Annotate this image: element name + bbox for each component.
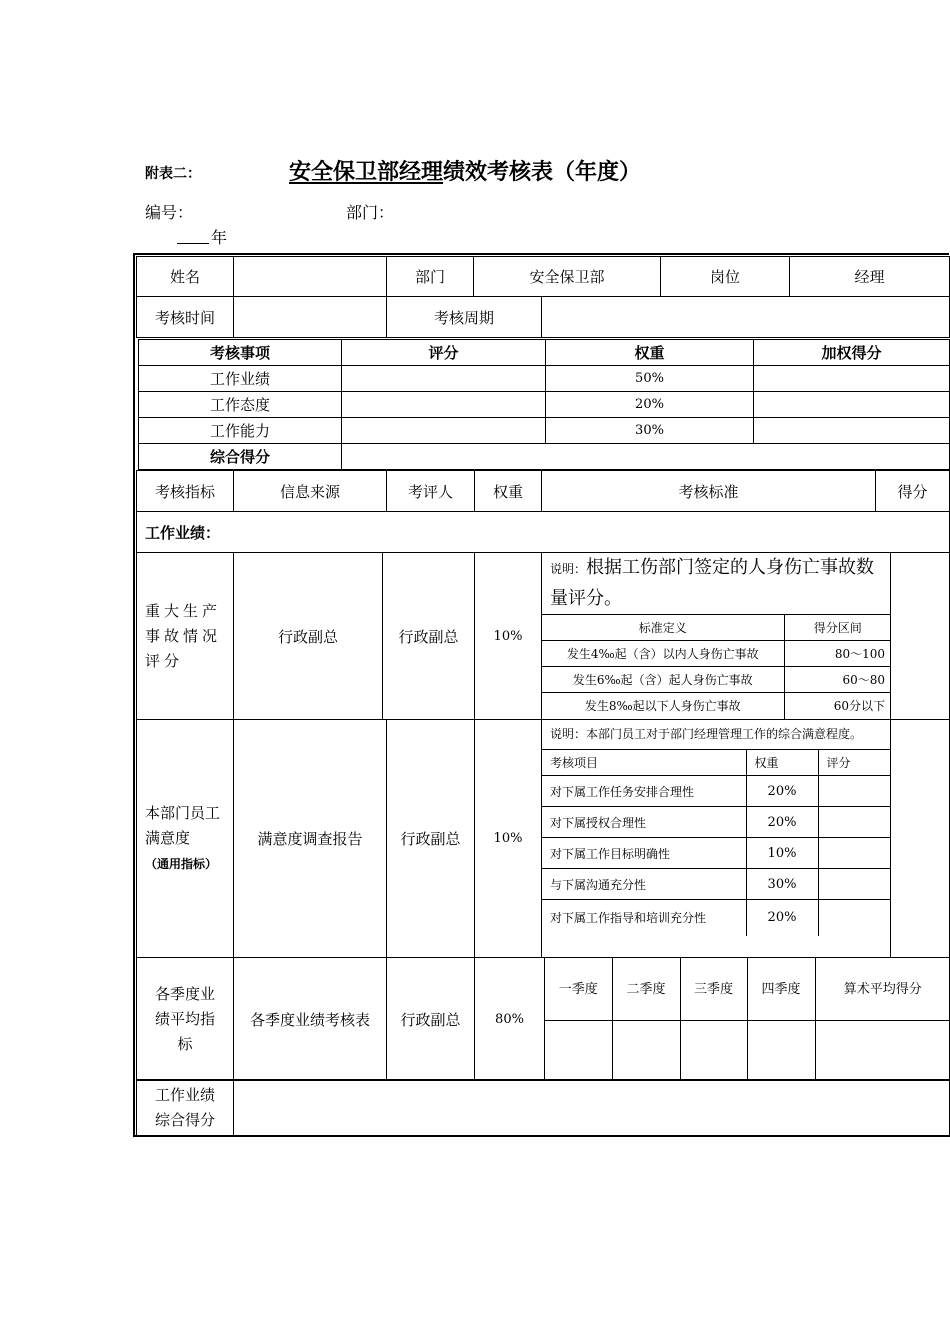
indicator2-sub-header-weight: 权重 bbox=[746, 750, 818, 776]
total-label: 工作业绩综合得分 bbox=[137, 1080, 234, 1137]
dept-info-label: 部门 bbox=[387, 257, 474, 297]
appendix-label: 附表二： bbox=[145, 166, 201, 182]
time-field[interactable] bbox=[234, 297, 387, 338]
time-table bbox=[136, 296, 950, 338]
detail-header-standard: 考核标准 bbox=[542, 471, 876, 512]
title-underlined: 安全保卫部经理 bbox=[289, 160, 444, 185]
indicator2-subtable bbox=[542, 749, 891, 936]
indicator1-evaluator: 行政副总 bbox=[383, 553, 475, 720]
indicator1-subtable bbox=[542, 614, 891, 719]
indicator2-source: 满意度调查报告 bbox=[234, 720, 387, 958]
quarter-3-label: 三季度 bbox=[680, 958, 747, 1020]
indicator2-weight: 10% bbox=[475, 720, 542, 958]
section-label: 工作业绩： bbox=[137, 512, 950, 553]
indicator2-table bbox=[136, 719, 950, 958]
indicator2-item: 对下属授权合理性 bbox=[542, 807, 746, 838]
indicator2-standard bbox=[542, 720, 891, 958]
indicator3-quarter-table bbox=[545, 958, 950, 1080]
summary-weighted-field[interactable] bbox=[754, 366, 950, 392]
quarter-3-field[interactable] bbox=[680, 1020, 747, 1080]
indicator1-sub-header-def: 标准定义 bbox=[542, 615, 784, 641]
period-field[interactable] bbox=[542, 297, 950, 338]
indicator2-evaluator: 行政副总 bbox=[387, 720, 475, 958]
summary-weight: 50% bbox=[546, 366, 754, 392]
dept-label: 部门： bbox=[346, 203, 395, 222]
summary-total-label: 综合得分 bbox=[139, 444, 342, 470]
summary-item: 工作态度 bbox=[139, 392, 342, 418]
code-label: 编号： bbox=[145, 203, 194, 222]
detail-header-source: 信息来源 bbox=[234, 471, 387, 512]
summary-weight: 20% bbox=[546, 392, 754, 418]
indicator2-item-weight: 20% bbox=[746, 776, 818, 807]
indicator2-item: 与下属沟通充分性 bbox=[542, 869, 746, 900]
detail-header-weight: 权重 bbox=[475, 471, 542, 512]
indicator2-item-score-field[interactable] bbox=[818, 900, 891, 936]
indicator2-sub-header-item: 考核项目 bbox=[542, 750, 746, 776]
page-title bbox=[289, 155, 641, 186]
summary-header-weight: 权重 bbox=[546, 340, 754, 366]
summary-header-weighted: 加权得分 bbox=[754, 340, 950, 366]
time-label: 考核时间 bbox=[137, 297, 234, 338]
indicator1-def: 发生4‰起（含）以内人身伤亡事故 bbox=[542, 641, 784, 667]
indicator1-weight: 10% bbox=[475, 553, 542, 720]
summary-item: 工作业绩 bbox=[139, 366, 342, 392]
indicator2-item-weight: 10% bbox=[746, 838, 818, 869]
indicator2-item-score-field[interactable] bbox=[818, 869, 891, 900]
indicator2-item-weight: 20% bbox=[746, 807, 818, 838]
title-rest: 绩效考核表（年度） bbox=[443, 160, 642, 185]
indicator2-item-score-field[interactable] bbox=[818, 838, 891, 869]
quarter-2-label: 二季度 bbox=[612, 958, 680, 1020]
indicator1-note: 说明：根据工伤部门签定的人身伤亡事故数量评分。 bbox=[550, 557, 875, 609]
quarter-4-label: 四季度 bbox=[747, 958, 815, 1020]
indicator2-item-score-field[interactable] bbox=[818, 807, 891, 838]
info-table bbox=[136, 256, 950, 297]
year-label: 年 bbox=[211, 228, 228, 247]
quarter-1-field[interactable] bbox=[545, 1020, 612, 1080]
indicator2-item-weight: 30% bbox=[746, 869, 818, 900]
summary-total-field[interactable] bbox=[342, 444, 950, 470]
indicator1-range: 80～100 bbox=[784, 641, 891, 667]
summary-score-field[interactable] bbox=[342, 392, 546, 418]
indicator1-source: 行政副总 bbox=[234, 553, 383, 720]
year-blank[interactable] bbox=[177, 243, 209, 244]
indicator1-def: 发生6‰起（含）起人身伤亡事故 bbox=[542, 667, 784, 693]
quarter-4-field[interactable] bbox=[747, 1020, 815, 1080]
quarter-1-label: 一季度 bbox=[545, 958, 612, 1020]
summary-item: 工作能力 bbox=[139, 418, 342, 444]
summary-header-score: 评分 bbox=[342, 340, 546, 366]
indicator1-sub-header-range: 得分区间 bbox=[784, 615, 891, 641]
indicator2-item: 对下属工作目标明确性 bbox=[542, 838, 746, 869]
summary-header-item: 考核事项 bbox=[139, 340, 342, 366]
indicator2-name: 本部门员工满意度 （通用指标） bbox=[137, 720, 234, 958]
indicator3-name: 各季度业绩平均指标 bbox=[137, 958, 234, 1081]
quarter-2-field[interactable] bbox=[612, 1020, 680, 1080]
indicator1-name: 重大生产事故情况评分 bbox=[137, 553, 234, 720]
indicator1-def: 发生8‰起以下人身伤亡事故 bbox=[542, 693, 784, 719]
quarter-average-field[interactable] bbox=[815, 1020, 950, 1080]
indicator1-range: 60～80 bbox=[784, 667, 891, 693]
indicator1-range: 60分以下 bbox=[784, 693, 891, 719]
detail-header-indicator: 考核指标 bbox=[137, 471, 234, 512]
indicator3-evaluator: 行政副总 bbox=[387, 958, 475, 1081]
period-label: 考核周期 bbox=[387, 297, 542, 338]
total-field[interactable] bbox=[234, 1080, 950, 1137]
post-value: 经理 bbox=[790, 257, 950, 297]
indicator1-score-field[interactable] bbox=[891, 553, 950, 720]
name-label: 姓名 bbox=[137, 257, 234, 297]
name-field[interactable] bbox=[234, 257, 387, 297]
indicator2-item-weight: 20% bbox=[746, 900, 818, 936]
post-label: 岗位 bbox=[661, 257, 790, 297]
summary-table bbox=[138, 339, 950, 470]
quarter-average-label: 算术平均得分 bbox=[815, 958, 950, 1020]
detail-header-score: 得分 bbox=[876, 471, 950, 512]
indicator3-source: 各季度业绩考核表 bbox=[234, 958, 387, 1081]
indicator2-sub-header-score: 评分 bbox=[818, 750, 891, 776]
dept-value: 安全保卫部 bbox=[474, 257, 661, 297]
detail-header-table bbox=[136, 470, 950, 553]
summary-weighted-field[interactable] bbox=[754, 418, 950, 444]
indicator2-score-field[interactable] bbox=[891, 720, 950, 958]
indicator2-item-score-field[interactable] bbox=[818, 776, 891, 807]
summary-weighted-field[interactable] bbox=[754, 392, 950, 418]
total-table bbox=[136, 1079, 950, 1137]
summary-score-field[interactable] bbox=[342, 366, 546, 392]
indicator3-weight: 80% bbox=[475, 958, 545, 1081]
indicator1-standard bbox=[542, 553, 891, 720]
detail-header-evaluator: 考评人 bbox=[387, 471, 475, 512]
indicator2-note: 说明：本部门员工对于部门经理管理工作的综合满意程度。 bbox=[550, 727, 863, 741]
indicator2-item: 对下属工作指导和培训充分性 bbox=[542, 900, 746, 936]
indicator2-item: 对下属工作任务安排合理性 bbox=[542, 776, 746, 807]
indicator1-table bbox=[136, 552, 950, 720]
summary-score-field[interactable] bbox=[342, 418, 546, 444]
indicator3-quarters bbox=[545, 958, 950, 1081]
summary-weight: 30% bbox=[546, 418, 754, 444]
indicator3-table bbox=[136, 957, 950, 1081]
